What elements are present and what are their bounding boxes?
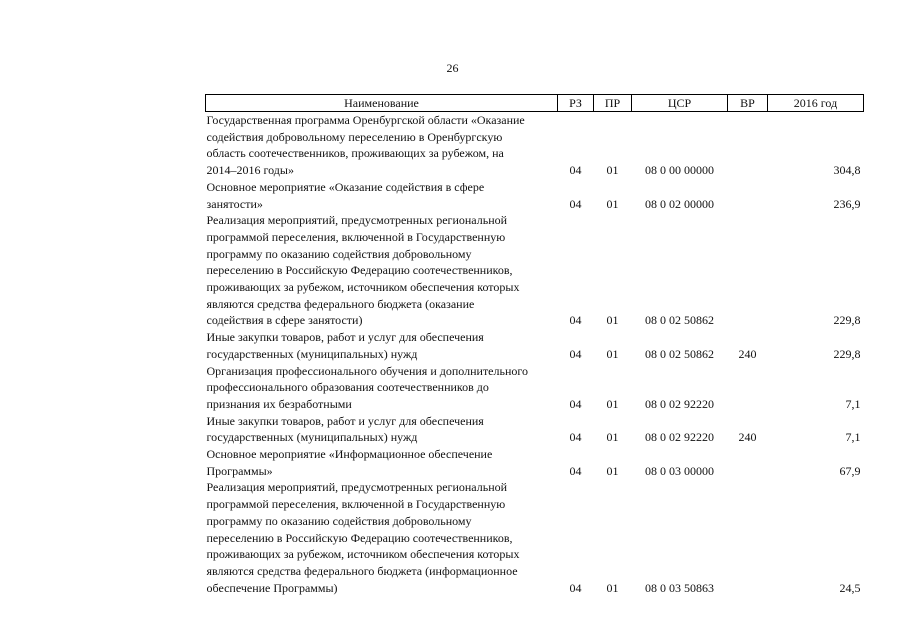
row-vr bbox=[728, 112, 768, 179]
table-row bbox=[206, 179, 864, 212]
row-vr: 240 bbox=[738, 346, 757, 361]
row-name-line: переселению в Российскую Федерацию соотечественников, bbox=[206, 263, 513, 278]
row-vr bbox=[728, 179, 768, 212]
row-rz: 04 bbox=[569, 463, 582, 478]
row-name-line: государственных (муниципальных) нужд bbox=[206, 346, 418, 361]
row-pr: 01 bbox=[606, 580, 619, 595]
row-rz: 04 bbox=[569, 396, 582, 411]
row-name-line: 2014–2016 годы» bbox=[206, 163, 294, 178]
row-csr: 08 0 00 00000 bbox=[645, 163, 714, 178]
row-amount: 304,8 bbox=[833, 163, 861, 178]
budget-table bbox=[205, 94, 864, 596]
row-rz: 04 bbox=[569, 163, 582, 178]
row-name-line: Реализация мероприятий, предусмотренных региональной bbox=[206, 213, 508, 228]
row-name-line: Реализация мероприятий, предусмотренных региональной bbox=[206, 480, 508, 495]
row-csr: 08 0 02 92220 bbox=[645, 396, 714, 411]
row-pr: 01 bbox=[606, 313, 619, 328]
row-csr: 08 0 02 92220 bbox=[645, 430, 714, 445]
row-name-line: профессионального образования соотечественников до bbox=[206, 380, 489, 395]
row-name-line: программу по оказанию содействия добровольному bbox=[206, 513, 472, 528]
header-pr: ПР bbox=[594, 95, 632, 112]
row-name bbox=[206, 329, 558, 362]
row-name-line: содействия добровольному переселению в Оренбургскую bbox=[206, 129, 503, 144]
row-rz: 04 bbox=[569, 196, 582, 211]
row-name-line: Основное мероприятие «Оказание содействия в сфере bbox=[206, 179, 485, 194]
row-csr: 08 0 02 50862 bbox=[645, 346, 714, 361]
row-pr: 01 bbox=[606, 163, 619, 178]
row-name-line: проживающих за рубежом, источником обеспечения которых bbox=[206, 547, 520, 562]
row-name bbox=[206, 112, 558, 179]
row-rz: 04 bbox=[569, 580, 582, 595]
row-rz: 04 bbox=[569, 313, 582, 328]
row-pr: 01 bbox=[606, 430, 619, 445]
row-name bbox=[206, 413, 558, 446]
row-name-line: Программы» bbox=[206, 463, 273, 478]
row-vr bbox=[728, 479, 768, 596]
row-name bbox=[206, 479, 558, 596]
row-name bbox=[206, 179, 558, 212]
row-amount: 229,8 bbox=[833, 346, 861, 361]
table-row bbox=[206, 413, 864, 446]
row-rz: 04 bbox=[569, 430, 582, 445]
row-vr bbox=[728, 363, 768, 413]
row-vr bbox=[728, 212, 768, 329]
header-vr: ВР bbox=[728, 95, 768, 112]
row-name-line: Государственная программа Оренбургской области «Оказание bbox=[206, 113, 525, 127]
row-name-line: Иные закупки товаров, работ и услуг для обеспечения bbox=[206, 413, 484, 428]
row-pr: 01 bbox=[606, 196, 619, 211]
row-csr: 08 0 03 50863 bbox=[645, 580, 714, 595]
row-amount: 229,8 bbox=[833, 313, 861, 328]
row-name-line: являются средства федерального бюджета (информационное bbox=[206, 563, 518, 578]
table-row bbox=[206, 479, 864, 596]
row-pr: 01 bbox=[606, 346, 619, 361]
row-amount: 236,9 bbox=[833, 196, 861, 211]
row-pr: 01 bbox=[606, 463, 619, 478]
row-name-line: Основное мероприятие «Информационное обеспечение bbox=[206, 447, 493, 462]
row-name-line: Организация профессионального обучения и дополнительного bbox=[206, 363, 529, 378]
row-name-line: занятости» bbox=[206, 196, 263, 211]
table-row bbox=[206, 363, 864, 413]
table-row bbox=[206, 329, 864, 362]
header-name: Наименование bbox=[206, 95, 558, 112]
header-rz: РЗ bbox=[558, 95, 594, 112]
table-row bbox=[206, 112, 864, 179]
row-name bbox=[206, 212, 558, 329]
row-amount: 7,1 bbox=[845, 396, 861, 411]
row-csr: 08 0 03 00000 bbox=[645, 463, 714, 478]
header-csr: ЦСР bbox=[632, 95, 728, 112]
row-name-line: программу по оказанию содействия добровольному bbox=[206, 246, 472, 261]
row-amount: 7,1 bbox=[845, 430, 861, 445]
row-csr: 08 0 02 00000 bbox=[645, 196, 714, 211]
table-header-row bbox=[206, 95, 864, 112]
row-vr: 240 bbox=[738, 430, 757, 445]
row-csr: 08 0 02 50862 bbox=[645, 313, 714, 328]
row-name-line: проживающих за рубежом, источником обеспечения которых bbox=[206, 280, 520, 295]
row-name-line: государственных (муниципальных) нужд bbox=[206, 430, 418, 445]
row-name-line: содействия в сфере занятости) bbox=[206, 313, 363, 328]
row-pr: 01 bbox=[606, 396, 619, 411]
table-body bbox=[206, 112, 864, 597]
page-number: 26 bbox=[446, 61, 459, 75]
row-name-line: признания их безработными bbox=[206, 396, 352, 411]
row-rz: 04 bbox=[569, 346, 582, 361]
row-name-line: являются средства федерального бюджета (оказание bbox=[206, 296, 475, 311]
header-year: 2016 год bbox=[768, 95, 864, 112]
table-row bbox=[206, 446, 864, 479]
row-name-line: обеспечение Программы) bbox=[206, 580, 338, 595]
row-amount: 67,9 bbox=[839, 463, 861, 478]
row-name bbox=[206, 446, 558, 479]
row-name-line: программой переселения, включенной в Государственную bbox=[206, 229, 506, 244]
table-row bbox=[206, 212, 864, 329]
row-name-line: Иные закупки товаров, работ и услуг для обеспечения bbox=[206, 330, 484, 345]
row-name bbox=[206, 363, 558, 413]
row-amount: 24,5 bbox=[839, 580, 861, 595]
row-name-line: область соотечественников, проживающих за рубежом, на bbox=[206, 146, 504, 161]
row-name-line: переселению в Российскую Федерацию соотечественников, bbox=[206, 530, 513, 545]
row-vr bbox=[728, 446, 768, 479]
row-name-line: программой переселения, включенной в Государственную bbox=[206, 497, 506, 512]
